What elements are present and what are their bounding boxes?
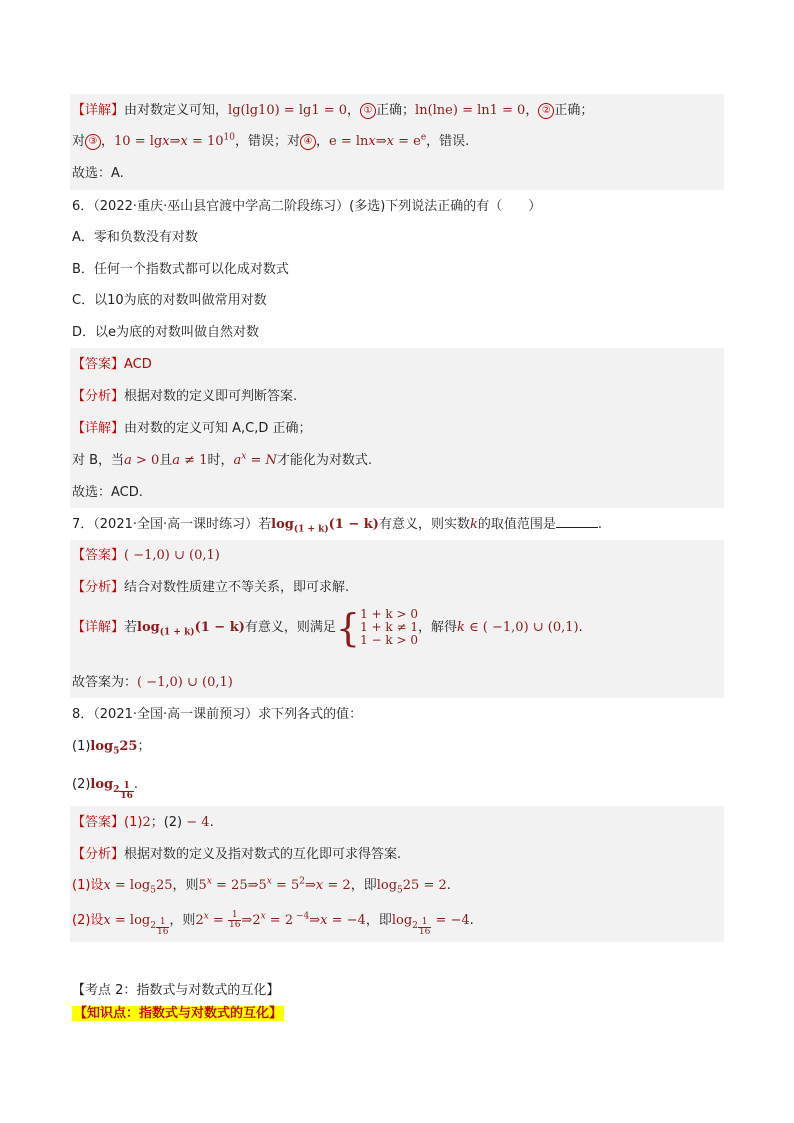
- q7-answer: 【答案】( −1,0) ∪ (0,1): [72, 548, 220, 563]
- answer-blank: [556, 527, 598, 528]
- circled-one: ①: [360, 103, 376, 119]
- circled-three: ③: [85, 134, 101, 150]
- q8-solution-1: (1)设$x = \log_525$，则$5^x$ = $25\Rightarrow 5^x$ = $5^2\Rightarrow x = 2$，即$\log_525 = 2$.: [72, 876, 451, 896]
- circled-two: ②: [538, 103, 554, 119]
- inequality-system: 1 + k > 0 1 + k ≠ 1 1 − k > 0: [360, 607, 418, 647]
- q8-stem: 8．（2021·全国·高一课前预习）求下列各式的值：: [72, 707, 363, 722]
- q8-part-2: $(2)\log_{2 \frac{1}{16}}$ .: [72, 777, 139, 801]
- q5-detail-line-1: 【详解】由对数定义可知，lg(lg10) = lg1 = 0， ① 正确；ln(lne) = ln1 = 0， ② 正确；: [72, 103, 594, 118]
- zhishidian-heading: 【知识点：指数式与对数式的互化】: [74, 1006, 283, 1021]
- q8-solution-2: (2)设$x = \log_{2 \frac{1}{16}}$ ，则$2^x$ = $\frac{1}{16}$ $\Rightarrow 2^x = 2$ $^{-4}$⇒x = −4，即$\log_{2 \frac{1}{16}}$ = −4.: [72, 910, 474, 937]
- q6-detail-line-2: 对 B，当a > 0且a ≠ 1时，$a^x = N$才能化为对数式.: [72, 451, 373, 468]
- q8-answer: 【答案】(1)2；(2) − 4.: [72, 815, 214, 830]
- left-brace: {: [335, 605, 361, 650]
- q5-conclusion: 故选：A.: [72, 166, 124, 181]
- q5-detail-line-2: 对 ③ ，10 = lgx⇒x = $10^{10}$，错误；对 ④ ，e = lnx⇒x = $e^e$，错误.: [72, 132, 470, 149]
- q7-analysis: 【分析】结合对数性质建立不等关系，即可求解.: [72, 580, 350, 595]
- q7-stem: 7．（2021·全国·高一课时练习）若$\log_{(1 + k)}(1 - k)$有意义，则实数k的取值范围是 .: [72, 517, 603, 535]
- q6-conclusion: 故选：ACD.: [72, 485, 143, 500]
- q6-stem: 6．（2022·重庆·巫山县官渡中学高二阶段练习）(多选)下列说法正确的有（ ）: [72, 199, 542, 214]
- q8-part-1: $(1)\log_525$；: [72, 739, 151, 757]
- q6-option-d: D．以e为底的对数叫做自然对数: [72, 325, 260, 340]
- q6-option-c: C．以10为底的对数叫做常用对数: [72, 293, 267, 308]
- q6-analysis: 【分析】根据对数的定义即可判断答案.: [72, 389, 298, 404]
- q7-conclusion: 故答案为：( −1,0) ∪ (0,1): [72, 675, 233, 690]
- q8-analysis: 【分析】根据对数的定义及指对数式的互化即可求得答案.: [72, 847, 402, 862]
- q6-answer: 【答案】ACD: [72, 357, 152, 372]
- q6-detail-line-1: 【详解】由对数的定义可知 A,C,D 正确；: [72, 421, 312, 436]
- q6-option-b: B．任何一个指数式都可以化成对数式: [72, 262, 289, 277]
- circled-four: ④: [300, 134, 316, 150]
- kaodian-heading: 【考点 2：指数式与对数式的互化】: [72, 983, 280, 998]
- q6-option-a: A．零和负数没有对数: [72, 230, 198, 245]
- q7-detail: 【详解】若$\log_{(1 + k)}(1 - k)$有意义，则满足{ 1 + k > 0 1 + k ≠ 1 1 − k > 0 ，解得k ∈ ( −1,0) ∪ (0,1).: [72, 605, 583, 650]
